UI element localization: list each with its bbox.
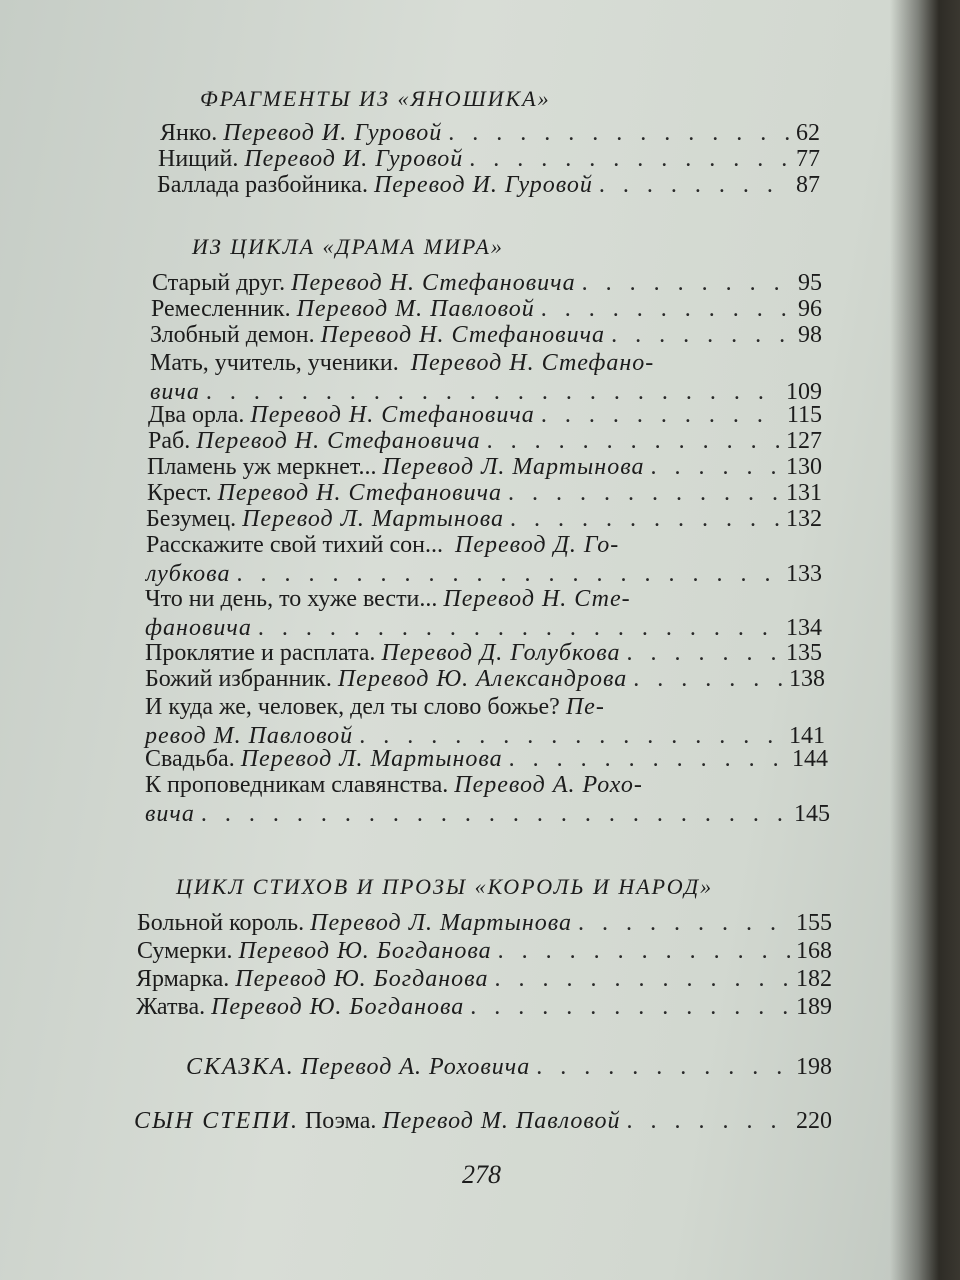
toc-entry [146, 532, 822, 588]
toc-entry [145, 772, 830, 828]
entry-translator: Перевод Н. Сте- [443, 586, 631, 612]
entry-translator: Перевод Д. Голубкова [381, 640, 621, 666]
toc-entry [147, 480, 822, 507]
leader-dots [509, 746, 786, 773]
entry-translator: Перевод Н. Стефановича [320, 322, 606, 348]
entry-title: Старый друг. [152, 270, 286, 296]
leader-dots [498, 938, 790, 965]
toc-entry [137, 938, 832, 965]
toc-entry [145, 694, 825, 750]
leader-dots [536, 1054, 790, 1081]
entry-page-number: 198 [796, 1054, 832, 1080]
entry-page-number: 155 [796, 910, 832, 936]
entry-page-number: 127 [786, 428, 822, 454]
entry-title: Баллада разбойника. [157, 172, 368, 198]
entry-page-number: 220 [796, 1108, 832, 1134]
toc-entry [145, 586, 822, 642]
entry-title: Больной король. [137, 910, 305, 936]
entry-translator: Перевод Ю. Богданова [238, 938, 492, 964]
entry-translator: Перевод М. Павловой [296, 296, 535, 322]
entry-translator-continued: ревод М. Павловой [145, 723, 354, 749]
toc-entry [152, 270, 822, 297]
entry-translator: Перевод Ю. Богданова [235, 966, 489, 992]
toc-entry [146, 506, 822, 533]
entry-translator: Перевод Н. Стефановича [196, 428, 481, 454]
entry-page-number: 134 [786, 615, 822, 641]
toc-entry [150, 350, 822, 406]
leader-dots [627, 1108, 790, 1135]
entry-translator: Перевод Л. Мартынова [240, 746, 503, 772]
entry-translator: Перевод Л. Мартынова [310, 910, 573, 936]
entry-translator: Перевод Л. Мартынова [382, 454, 645, 480]
leader-dots [582, 270, 792, 297]
entry-page-number: 62 [796, 120, 820, 146]
toc-entry [136, 966, 832, 993]
leader-dots [633, 666, 783, 693]
entry-title: Мать, учитель, ученики. [150, 350, 399, 376]
toc-entry [136, 994, 832, 1021]
leader-dots [599, 172, 790, 199]
toc-entry [145, 640, 822, 667]
entry-title: Проклятие и расплата. [145, 640, 376, 666]
toc-entry [147, 454, 822, 481]
leader-dots [541, 402, 781, 429]
entry-translator: Перевод Н. Стефано- [410, 350, 655, 376]
entry-title: К проповедникам славянства. [145, 772, 449, 798]
section-heading-drama-mira: ИЗ ЦИКЛА «ДРАМА МИРА» [192, 234, 504, 259]
leader-dots [611, 322, 792, 349]
toc-entry [151, 296, 822, 323]
entry-page-number: 115 [786, 402, 822, 428]
page-number: 278 [462, 1160, 501, 1189]
leader-dots [541, 296, 792, 323]
entry-title: Ярмарка. [136, 966, 230, 992]
leader-dots [258, 615, 780, 642]
entry-title: Что ни день, то хуже вести... [145, 586, 438, 612]
entry-page-number: 138 [789, 666, 825, 692]
leader-dots [650, 454, 780, 481]
entry-title: Жатва. [136, 994, 206, 1020]
entry-translator-continued: вича [150, 379, 200, 405]
leader-dots [201, 801, 788, 828]
leader-dots [470, 994, 790, 1021]
entry-translator: Перевод Д. Го- [455, 532, 620, 558]
leader-dots [236, 561, 780, 588]
entry-title: Янко. [160, 120, 218, 146]
leader-dots [494, 966, 790, 993]
entry-page-number: 109 [786, 379, 822, 405]
entry-translator: Перевод А. Роховича [300, 1054, 531, 1080]
entry-translator: Перевод М. Павловой [382, 1108, 621, 1134]
leader-dots [508, 480, 780, 507]
entry-translator: Перевод Н. Стефановича [217, 480, 503, 506]
toc-entry [160, 120, 820, 147]
entry-title: Нищий. [158, 146, 239, 172]
toc-entry [145, 666, 825, 693]
entry-translator-continued: фановича [145, 615, 252, 641]
entry-title: Пламень уж меркнет... [147, 454, 377, 480]
entry-translator: Перевод Н. Стефановича [250, 402, 535, 428]
entry-page-number: 130 [786, 454, 822, 480]
entry-translator-continued: лубкова [146, 561, 231, 587]
entry-page-number: 132 [786, 506, 822, 532]
entry-title: Крест. [147, 480, 212, 506]
entry-translator: Перевод Л. Мартынова [242, 506, 504, 532]
entry-title: Злобный демон. [150, 322, 315, 348]
entry-title: Два орла. [148, 402, 245, 428]
entry-title: Расскажите свой тихий сон... [146, 532, 443, 558]
leader-dots [627, 640, 780, 667]
entry-page-number: 141 [789, 723, 825, 749]
entry-page-number: 168 [796, 938, 832, 964]
entry-page-number: 133 [786, 561, 822, 587]
entry-translator: Перевод И. Гуровой [373, 172, 593, 198]
leader-dots [578, 910, 790, 937]
entry-title: Безумец. [146, 506, 237, 532]
entry-title: Божий избранник. [145, 666, 332, 692]
entry-page-number: 131 [786, 480, 822, 506]
entry-page-number: 144 [792, 746, 828, 772]
entry-title: СКАЗКА. [186, 1054, 295, 1080]
entry-title: Ремесленник. [151, 296, 291, 322]
entry-translator-continued: вича [145, 801, 195, 827]
toc-entry-skazka [186, 1054, 832, 1081]
entry-page-number: 135 [786, 640, 822, 666]
entry-translator: Перевод И. Гуровой [223, 120, 443, 146]
toc-entry [145, 746, 828, 773]
entry-page-number: 96 [798, 296, 822, 322]
section-heading-korol-i-narod: ЦИКЛ СТИХОВ И ПРОЗЫ «КОРОЛЬ И НАРОД» [176, 874, 714, 899]
leader-dots [448, 120, 790, 147]
toc-entry [158, 146, 820, 173]
entry-page-number: 77 [796, 146, 820, 172]
leader-dots [510, 506, 780, 533]
leader-dots [487, 428, 780, 455]
section-heading-yanoshik: ФРАГМЕНТЫ ИЗ «ЯНОШИКА» [200, 86, 551, 111]
entry-subtitle: Поэма. [304, 1108, 377, 1134]
entry-title: Свадьба. [145, 746, 235, 772]
entry-translator: Перевод А. Рохо- [454, 772, 643, 798]
toc-entry [150, 322, 822, 349]
toc-entry-syn-stepi [134, 1108, 832, 1135]
entry-page-number: 145 [794, 801, 830, 827]
entry-title: Раб. [148, 428, 191, 454]
entry-translator: Перевод Ю. Богданова [211, 994, 465, 1020]
entry-translator: Перевод И. Гуровой [244, 146, 464, 172]
toc-entry [137, 910, 832, 937]
entry-page-number: 189 [796, 994, 832, 1020]
entry-title: СЫН СТЕПИ. [134, 1108, 299, 1134]
toc-entry [148, 428, 822, 455]
leader-dots [469, 146, 790, 173]
entry-page-number: 98 [798, 322, 822, 348]
toc-entry [148, 402, 822, 429]
entry-page-number: 87 [796, 172, 820, 198]
entry-title: И куда же, человек, дел ты слово божье? [145, 694, 560, 720]
entry-translator: Перевод Ю. Александрова [337, 666, 628, 692]
entry-translator: Перевод Н. Стефановича [291, 270, 576, 296]
entry-title: Сумерки. [137, 938, 233, 964]
entry-page-number: 182 [796, 966, 832, 992]
entry-translator: Пе- [565, 694, 605, 720]
entry-page-number: 95 [798, 270, 822, 296]
toc-entry [157, 172, 820, 199]
